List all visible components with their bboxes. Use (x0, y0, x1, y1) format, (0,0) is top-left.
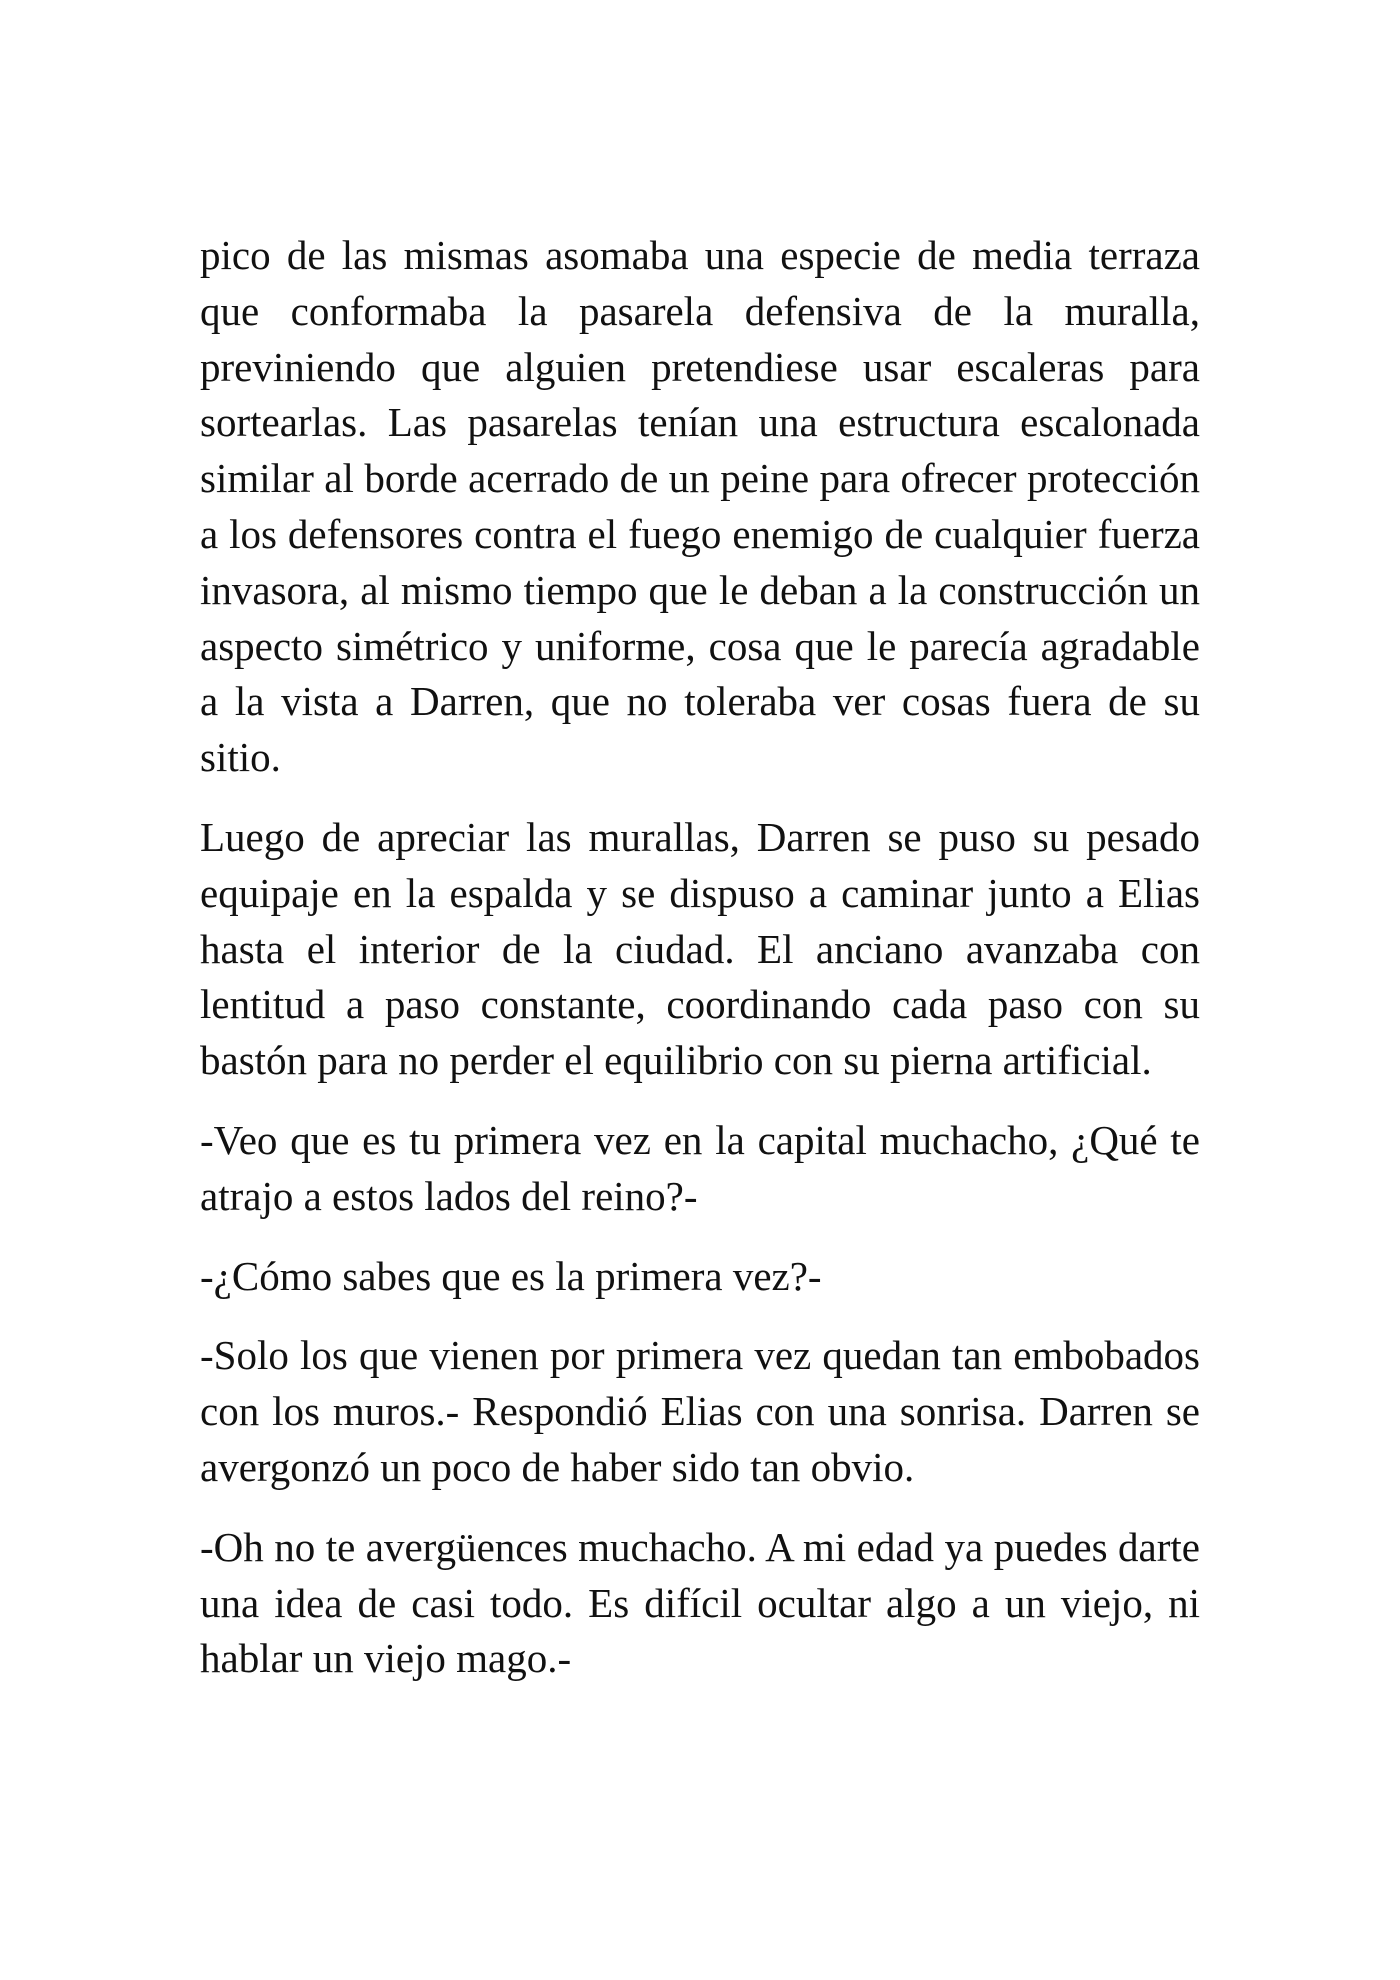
dialogue-elias-answer: -Solo los que vienen por primera vez quedan tan embobados con los muros.- Respondió Elias con una sonrisa. Darren se avergonzó un poco de haber sido tan obvio. (200, 1332, 1200, 1490)
paragraph-wall-walkway: pico de las mismas asomaba una especie de media terraza que conformaba la pasarela defensiva de la muralla, previniendo que alguien pretendiese usar escaleras para sortearlas. Las pasarelas tenían una estructura escalonada similar al borde acerrado de un peine para ofrecer protección a los defensores contra el fuego enemigo de cualquier fuerza invasora, al mismo tiempo que le deban a la construcción un aspecto simétrico y uniforme, cosa que le parecía agradable a la vista a Darren, que no toleraba ver cosas fuera de su sitio. (200, 232, 1200, 781)
dialogue-elias-old-wizard: -Oh no te avergüences muchacho. A mi edad ya puedes darte una idea de casi todo. Es difícil ocultar algo a un viejo, ni hablar un viejo mago.- (200, 1523, 1200, 1682)
body-text (200, 228, 1200, 1711)
dialogue-darren-question: -¿Cómo sabes que es la primera vez?- (200, 1252, 822, 1299)
dialogue-elias-question: -Veo que es tu primera vez en la capital muchacho, ¿Qué te atrajo a estos lados del reino?- (200, 1116, 1200, 1219)
paragraph-walking-with-elias: Luego de apreciar las murallas, Darren se puso su pesado equipaje en la espalda y se dispuso a caminar junto a Elias hasta el interior de la ciudad. El anciano avanzaba con lentitud a paso constante, coordinando cada paso con su bastón para no perder el equilibrio con su pierna artificial. (200, 813, 1200, 1084)
